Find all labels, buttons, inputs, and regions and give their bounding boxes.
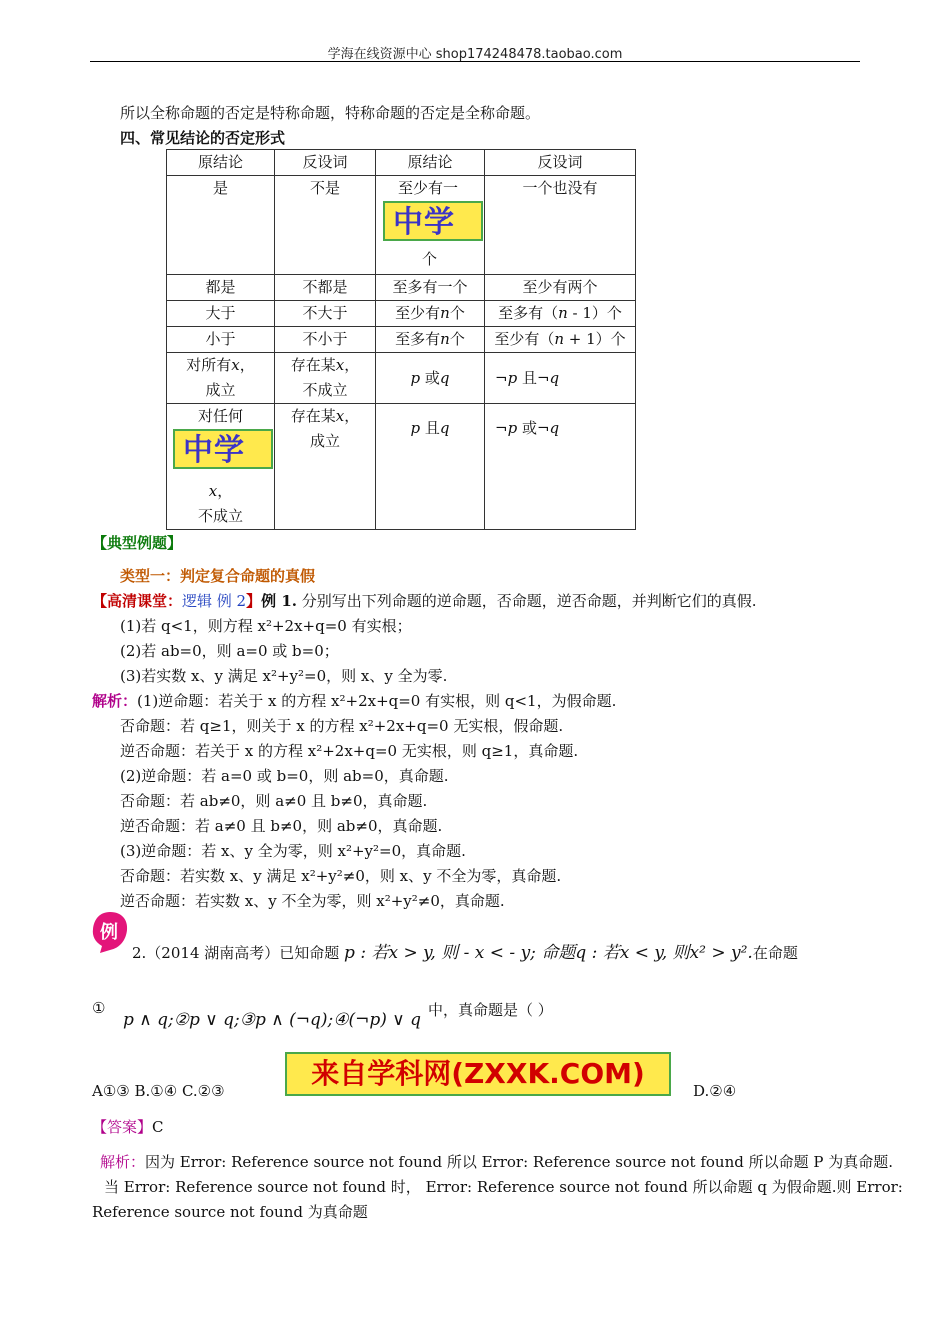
- table-cell: [376, 301, 485, 327]
- answer-value: C: [152, 1118, 164, 1136]
- solution1-line: (3)逆命题：若 x、y 全为零，则 x²+y²=0，真命题.: [120, 842, 466, 860]
- table-cell: 大于: [167, 301, 275, 327]
- table-cell: 一个也没有: [485, 176, 636, 275]
- solution2-label: 解析：: [100, 1153, 146, 1171]
- cell-text: 成立: [309, 432, 340, 450]
- example1-tag-link[interactable]: 逻辑 例 2: [182, 592, 247, 610]
- math-var: q: [439, 419, 450, 437]
- table-row: [167, 404, 636, 530]
- table-header-cell: 反设词: [485, 150, 636, 176]
- cell-text: 存在某: [290, 356, 336, 374]
- cell-line: [275, 404, 375, 429]
- intro-line: 所以全称命题的否定是特称命题，特称命题的否定是全称命题。: [120, 104, 541, 122]
- solution1-line: 逆否命题：若实数 x、y 不全为零，则 x²+y²≠0，真命题.: [120, 892, 505, 910]
- watermark-cell: [167, 429, 274, 479]
- watermark-logo: 中学: [383, 201, 483, 241]
- solution2-line2: 当 Error: Reference source not found 时， Error: Reference source not found 所以命题 q 为假命题.则 Error:: [104, 1178, 903, 1196]
- cell-text: 至少有（: [494, 330, 555, 348]
- cell-text: 不成立: [197, 507, 243, 525]
- solution1-line: (2)逆命题：若 a=0 或 b=0，则 ab=0，真命题.: [120, 767, 449, 785]
- math-var: x: [335, 407, 345, 425]
- solution1-first-line: [92, 690, 616, 711]
- table-cell: 不小于: [275, 327, 376, 353]
- example2-prefix: 2.（2014 湖南高考）已知命题: [132, 944, 345, 962]
- table-header-cell: 原结论: [376, 150, 485, 176]
- page-header: 学海在线资源中心 shop174248478.taobao.com: [327, 47, 623, 62]
- solution1-line: 逆否命题：若 a≠0 且 b≠0，则 ab≠0，真命题.: [120, 817, 443, 835]
- table-cell: [167, 404, 275, 530]
- cell-text: ¬: [495, 419, 508, 437]
- table-cell: 至多有一个: [376, 275, 485, 301]
- example2-question: 中，真命题是（ ）: [428, 1001, 553, 1019]
- table-cell: [275, 353, 376, 404]
- table-header-row: [167, 150, 636, 176]
- table-cell: [485, 353, 636, 404]
- cell-line: [167, 479, 274, 504]
- cell-text: 不成立: [302, 381, 348, 399]
- math-var: n: [440, 330, 450, 348]
- answer-line: [92, 1116, 164, 1137]
- cell-text: 成立: [205, 381, 236, 399]
- negation-table: [166, 149, 636, 530]
- table-cell: 不是: [275, 176, 376, 275]
- example2-option-d: D.②④: [693, 1082, 737, 1100]
- solution1-line: 否命题：若 ab≠0，则 a≠0 且 b≠0，真命题.: [120, 792, 428, 810]
- math-var: n: [554, 330, 564, 348]
- examples-title: 【典型例题】: [92, 534, 183, 552]
- table-cell: 都是: [167, 275, 275, 301]
- solution1-line: 逆否命题：若关于 x 的方程 x²+2x+q=0 无实根，则 q≥1，真命题.: [120, 742, 579, 760]
- cell-text: 个: [449, 330, 465, 348]
- header-rule: [90, 61, 860, 62]
- cell-text: ，: [239, 356, 255, 374]
- cell-text: 至多有（: [498, 304, 559, 322]
- table-cell: [376, 176, 485, 275]
- table-cell: 不都是: [275, 275, 376, 301]
- cell-line: [275, 353, 375, 378]
- cell-text: 或¬: [517, 419, 550, 437]
- example2-options-math: p ∧ q;②p ∨ q;③p ∧ (¬q);④(¬p) ∨ q: [123, 1010, 421, 1030]
- cell-text: 对所有: [186, 356, 232, 374]
- cell-text: - 1: [567, 304, 592, 322]
- table-cell: [485, 327, 636, 353]
- table-row: [167, 301, 636, 327]
- example2-suffix: 在命题: [752, 944, 798, 962]
- math-var: q: [549, 419, 560, 437]
- cell-text: 至少有: [395, 304, 441, 322]
- example2-options-left: A①③ B.①④ C.②③: [92, 1082, 225, 1100]
- table-cell: [275, 404, 376, 530]
- cell-text: 或: [420, 368, 440, 387]
- math-var: x: [335, 356, 345, 374]
- cell-text: 个: [422, 250, 438, 268]
- table-header-cell: 原结论: [167, 150, 275, 176]
- cell-text: 至少有一: [398, 179, 459, 197]
- math-var: q: [549, 368, 560, 387]
- watermark-logo: 来自学科网(ZXXK.COM): [285, 1052, 671, 1096]
- table-cell: [376, 404, 485, 530]
- table-cell: [485, 301, 636, 327]
- cell-text: 对任何: [197, 407, 243, 425]
- section4-title: 四、常见结论的否定形式: [120, 129, 286, 147]
- solution1-line: (1)逆命题：若关于 x 的方程 x²+2x+q=0 有实根，则 q<1，为假命题.: [137, 692, 617, 710]
- cell-text: ，: [217, 482, 233, 500]
- math-var: p: [507, 419, 518, 437]
- math-var: q: [439, 368, 450, 387]
- example1-text: 分别写出下列命题的逆命题，否命题，逆否命题，并判断它们的真假.: [297, 592, 757, 610]
- math-var: p: [410, 419, 421, 437]
- example1-tag-close: 】: [246, 592, 262, 610]
- watermark-cell: [376, 201, 484, 247]
- math-var: p: [410, 368, 421, 387]
- math-var: n: [558, 304, 568, 322]
- table-cell: 至少有两个: [485, 275, 636, 301]
- solution2-line1: [100, 1151, 893, 1172]
- table-row: [167, 327, 636, 353]
- solution1-line: 否命题：若实数 x、y 满足 x²+y²≠0，则 x、y 不全为零，真命题.: [120, 867, 562, 885]
- example1-item: (2)若 ab=0，则 a=0 或 b=0；: [120, 642, 339, 660]
- table-cell: [485, 404, 636, 530]
- example1-item: (3)若实数 x、y 满足 x²+y²=0，则 x、y 全为零.: [120, 667, 448, 685]
- math-var: x: [231, 356, 240, 374]
- table-cell: [376, 353, 485, 404]
- solution1-line: 否命题：若 q≥1，则关于 x 的方程 x²+2x+q=0 无实根，假命题.: [120, 717, 564, 735]
- cell-text: ，: [344, 356, 360, 374]
- cell-text: 个: [449, 304, 465, 322]
- solution1-label: 解析：: [92, 692, 138, 710]
- table-row: [167, 353, 636, 404]
- solution2-line3: Reference source not found 为真命题: [92, 1203, 368, 1221]
- example2-line1: [132, 938, 798, 963]
- math-var: n: [440, 304, 450, 322]
- table-cell: 不大于: [275, 301, 376, 327]
- table-row: [167, 275, 636, 301]
- type1-title: 类型一：判定复合命题的真假: [120, 567, 316, 585]
- cell-text: ，: [344, 407, 360, 425]
- table-row: [167, 176, 636, 275]
- cell-text: ）个: [595, 330, 626, 348]
- solution2-text: 因为 Error: Reference source not found 所以 Error: Reference source not found 所以命题 P 为真命题.: [145, 1153, 894, 1171]
- example2-circle: ①: [92, 999, 106, 1017]
- table-cell: 是: [167, 176, 275, 275]
- example-badge-icon: [90, 910, 130, 954]
- cell-text: 存在某: [290, 407, 336, 425]
- example1-label: 例 1.: [261, 592, 298, 610]
- math-var: p: [507, 368, 518, 387]
- example1-item: (1)若 q<1，则方程 x²+2x+q=0 有实根；: [120, 617, 412, 635]
- example1-tag: 【高清课堂：: [92, 592, 183, 610]
- table-cell: [167, 353, 275, 404]
- table-cell: [376, 327, 485, 353]
- watermark-logo: 中学: [173, 429, 273, 469]
- answer-label: 【答案】: [92, 1118, 153, 1136]
- cell-line: [167, 353, 274, 378]
- cell-text: + 1: [564, 330, 596, 348]
- example2-math: p : 若x > y, 则 - x < - y; 命题q : 若x < y, 则x² > y².: [344, 943, 753, 963]
- cell-text: 至多有: [395, 330, 441, 348]
- cell-text: ）个: [591, 304, 622, 322]
- table-cell: 小于: [167, 327, 275, 353]
- cell-text: 且: [420, 419, 440, 437]
- math-var: x: [208, 482, 218, 500]
- cell-text: 且¬: [517, 368, 550, 387]
- badge-label: 例: [100, 922, 118, 943]
- example1-heading: [92, 590, 757, 611]
- table-header-cell: 反设词: [275, 150, 376, 176]
- cell-text: ¬: [495, 368, 508, 387]
